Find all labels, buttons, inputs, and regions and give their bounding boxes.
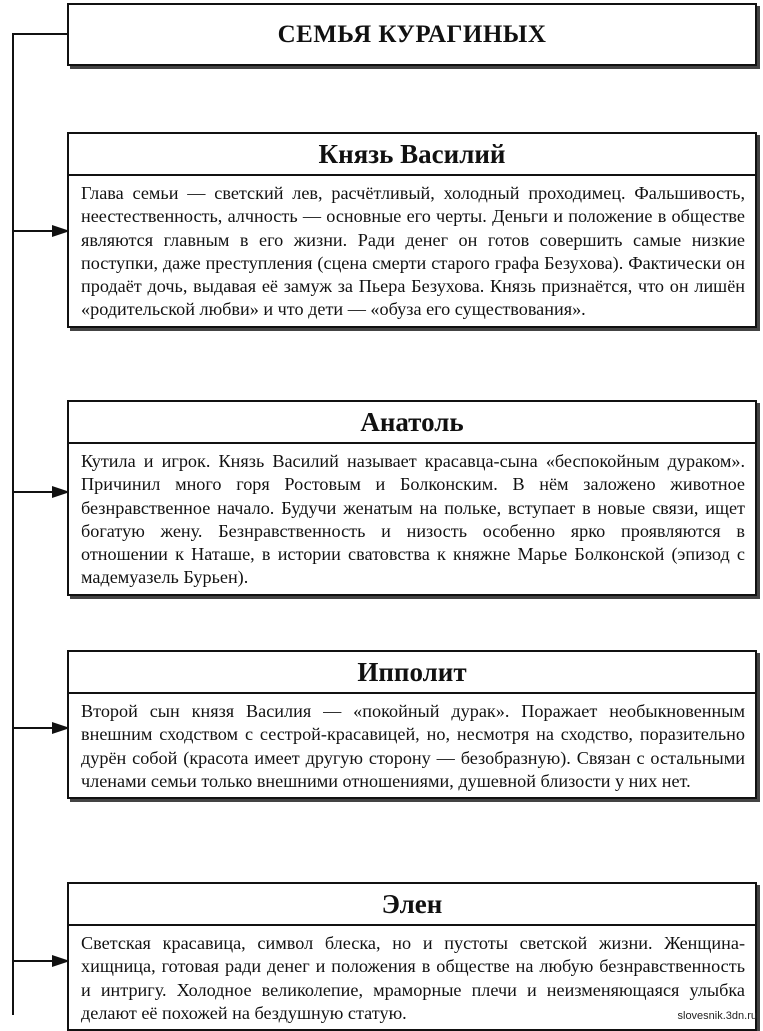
arrow-to-elen — [12, 954, 72, 968]
page-title: СЕМЬЯ КУРАГИНЫХ — [277, 20, 547, 48]
card-elen — [67, 882, 757, 1031]
connector-title-stub — [12, 33, 67, 35]
card-heading: Анатоль — [69, 402, 755, 444]
connector-vertical-line — [12, 33, 14, 1015]
card-heading: Князь Василий — [69, 134, 755, 176]
arrow-to-ippolit — [12, 721, 72, 735]
title-box — [67, 3, 757, 66]
card-heading: Ипполит — [69, 652, 755, 694]
card-text: Глава семьи — светский лев, расчётливый, холодный проходимец. Фальшивость, неестественность, алчность — основные его черты. Деньги и положение в обществе являются главным в его жизни. Ради денег он готов совершить самые низкие поступки, даже преступления (сцена смерти старого графа Безухова). Фактически он продаёт дочь, выдавая её замуж за Пьера Безухова. Князь признаётся, что он лишён «родительской любви» и что дети — «обуза его существования». — [81, 183, 745, 320]
card-ippolit — [67, 650, 757, 799]
watermark: slovesnik.3dn.ru — [677, 1010, 757, 1022]
arrow-to-vasily — [12, 224, 72, 238]
arrow-to-anatol — [12, 485, 72, 499]
card-prince-vasily — [67, 132, 757, 328]
card-text: Второй сын князя Василия — «покойный дурак». Поражает необыкновенным внешним сходством с сестрой-красавицей, но, несмотря на сходство, поразительно дурён собой (красота имеет другую сторону — безобразную). Связан с остальными членами семьи только внешними отношениями, душевной близости у них нет. — [81, 701, 745, 791]
card-text: Кутила и игрок. Князь Василий называет красавца-сына «беспокойным дураком». Причинил много горя Ростовым и Болконским. В нём заложено животное безнравственное начало. Будучи женатым на польке, вступает в новые связи, ищет богатую жену. Безнравственность и низость особенно ярко проявляются в отношении к Наташе, в истории сватовства к княжне Марье Болконской (эпизод с мадемуазель Бурьен). — [81, 451, 745, 588]
card-text: Светская красавица, символ блеска, но и пустоты светской жизни. Женщина-хищница, готовая ради денег и положения в обществе на любую безнравственность и интригу. Холодное великолепие, мраморные плечи и неизменяющаяся улыбка делают её похожей на бездушную статую. — [81, 933, 745, 1023]
card-heading: Элен — [69, 884, 755, 926]
card-anatol — [67, 400, 757, 596]
